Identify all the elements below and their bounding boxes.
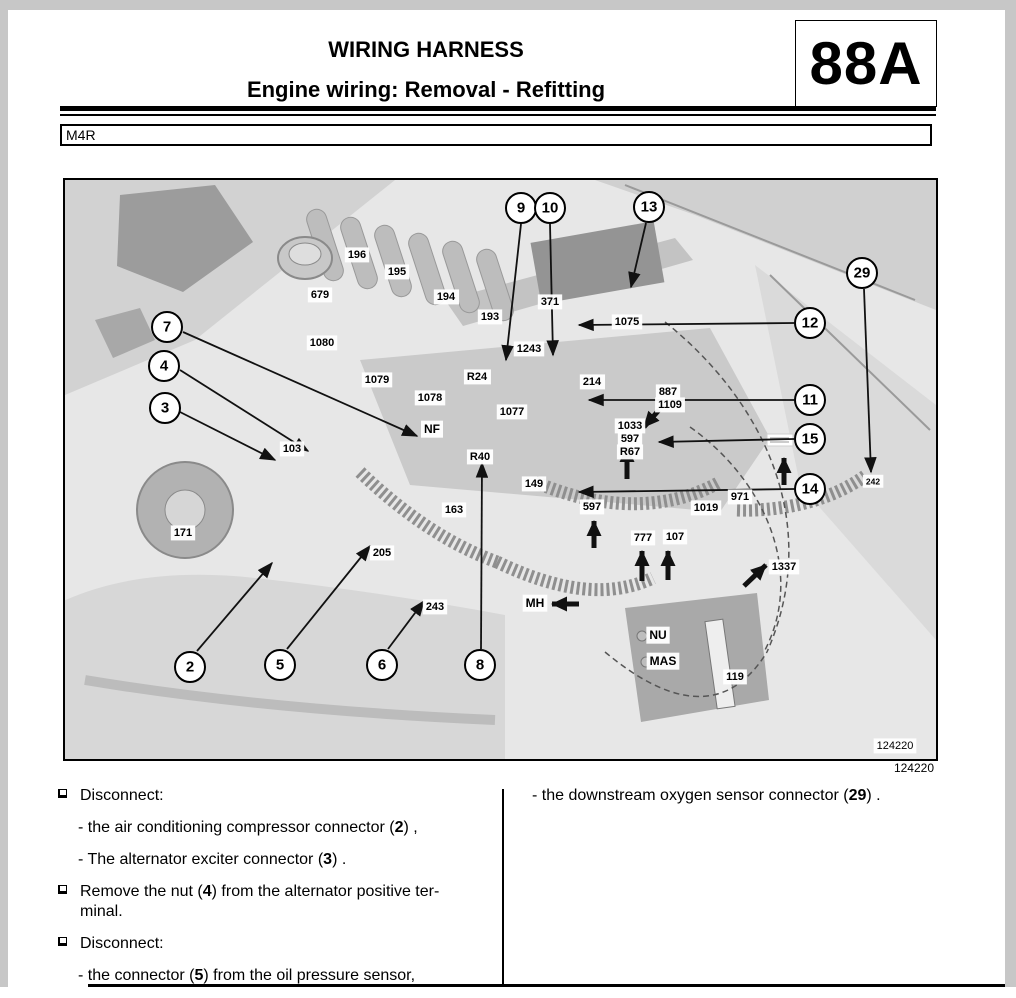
svg-text:887: 887 bbox=[658, 385, 678, 398]
part-label-193 bbox=[478, 309, 502, 324]
callout-8 bbox=[465, 650, 495, 680]
page-edge-left bbox=[0, 0, 8, 987]
svg-text:1033: 1033 bbox=[617, 419, 643, 432]
part-label-887 bbox=[656, 384, 680, 399]
callout-3 bbox=[150, 393, 180, 423]
instruction-subitem bbox=[518, 786, 962, 806]
part-label-971 bbox=[728, 489, 752, 504]
svg-text:MH: MH bbox=[525, 596, 545, 611]
callout-29 bbox=[847, 258, 877, 288]
callout-12 bbox=[795, 308, 825, 338]
part-label-194 bbox=[434, 289, 459, 304]
part-label-R67 bbox=[617, 444, 643, 459]
callout-6 bbox=[367, 650, 397, 680]
svg-text:MAS: MAS bbox=[649, 654, 677, 669]
part-label-1078 bbox=[415, 390, 445, 405]
svg-text:7: 7 bbox=[162, 318, 172, 336]
svg-text:163: 163 bbox=[444, 503, 464, 516]
svg-text:8: 8 bbox=[475, 656, 485, 674]
part-label-MH bbox=[523, 595, 548, 612]
part-label-R40 bbox=[467, 449, 493, 464]
svg-text:1019: 1019 bbox=[693, 501, 719, 514]
svg-text:3: 3 bbox=[160, 399, 170, 417]
svg-text:1080: 1080 bbox=[309, 336, 335, 349]
section-code: 88A bbox=[809, 30, 923, 97]
part-label-195 bbox=[385, 264, 409, 279]
svg-text:103: 103 bbox=[282, 442, 302, 455]
figure-number: 124220 bbox=[893, 761, 934, 775]
instructions-left-column bbox=[58, 786, 494, 998]
svg-text:214: 214 bbox=[582, 375, 602, 388]
engine-wiring-illustration bbox=[65, 180, 936, 759]
callout-2 bbox=[175, 652, 205, 682]
svg-text:597: 597 bbox=[620, 432, 640, 445]
svg-text:107: 107 bbox=[665, 530, 685, 543]
part-label-124220 bbox=[874, 738, 917, 753]
part-label-1079 bbox=[362, 372, 392, 387]
part-label-1075 bbox=[612, 314, 642, 329]
svg-text:6: 6 bbox=[377, 656, 387, 674]
part-label-371 bbox=[538, 294, 562, 309]
part-label-149 bbox=[522, 476, 546, 491]
part-label-777 bbox=[631, 530, 655, 545]
checkbox-bullet-icon bbox=[58, 937, 67, 946]
part-label-1243 bbox=[514, 341, 544, 356]
instruction-text: Remove the nut (4) from the alternator positive ter- minal. bbox=[80, 883, 440, 920]
part-label-1080 bbox=[307, 335, 337, 350]
part-label-243 bbox=[423, 599, 447, 614]
svg-text:243: 243 bbox=[425, 600, 445, 613]
part-label-679 bbox=[308, 287, 332, 302]
engine-code: M4R bbox=[66, 127, 96, 143]
svg-text:NF: NF bbox=[424, 422, 440, 437]
checkbox-bullet-icon bbox=[58, 789, 67, 798]
svg-text:193: 193 bbox=[480, 310, 500, 323]
part-label-196 bbox=[345, 247, 369, 262]
svg-text:971: 971 bbox=[730, 490, 750, 503]
svg-text:124220: 124220 bbox=[876, 739, 914, 752]
svg-text:171: 171 bbox=[173, 526, 193, 539]
instruction-item bbox=[58, 882, 494, 922]
svg-text:R40: R40 bbox=[469, 450, 491, 463]
callout-7 bbox=[152, 312, 182, 342]
svg-text:4: 4 bbox=[159, 357, 169, 375]
instruction-subitem bbox=[58, 818, 494, 838]
svg-text:11: 11 bbox=[802, 391, 818, 409]
svg-text:1109: 1109 bbox=[658, 398, 682, 411]
callout-5 bbox=[265, 650, 295, 680]
svg-text:R67: R67 bbox=[619, 445, 641, 458]
callout-11 bbox=[795, 385, 825, 415]
callout-arrow bbox=[481, 463, 482, 649]
svg-text:1077: 1077 bbox=[499, 405, 525, 418]
instruction-item bbox=[58, 934, 494, 954]
part-label-MAS bbox=[647, 653, 680, 670]
part-label-R24 bbox=[464, 369, 491, 384]
callout-15 bbox=[795, 424, 825, 454]
svg-text:NU: NU bbox=[649, 628, 667, 643]
svg-text:14: 14 bbox=[801, 480, 819, 498]
svg-text:29: 29 bbox=[853, 264, 871, 282]
title-line-2: Engine wiring: Removal - Refitting bbox=[246, 77, 606, 102]
instruction-text: Disconnect: bbox=[80, 935, 164, 952]
svg-text:149: 149 bbox=[524, 477, 544, 490]
svg-text:119: 119 bbox=[726, 670, 744, 683]
svg-text:679: 679 bbox=[310, 288, 330, 301]
instructions-right-column bbox=[518, 786, 962, 818]
part-label-1109 bbox=[655, 397, 685, 412]
callout-13 bbox=[634, 192, 664, 222]
title-line-1: WIRING HARNESS bbox=[328, 37, 524, 62]
instruction-text: - the air conditioning compressor connector (2) , bbox=[78, 819, 418, 836]
page-edge-right bbox=[1005, 0, 1016, 987]
part-label-1033 bbox=[615, 418, 645, 433]
svg-text:194: 194 bbox=[436, 290, 456, 303]
column-divider bbox=[502, 789, 504, 987]
page-title bbox=[60, 30, 792, 110]
part-label-597 bbox=[580, 499, 604, 514]
part-label-163 bbox=[442, 502, 466, 517]
svg-text:5: 5 bbox=[275, 656, 285, 674]
svg-text:1243: 1243 bbox=[516, 342, 542, 355]
instruction-text: - the downstream oxygen sensor connector (29) . bbox=[532, 787, 881, 804]
instruction-text: - the connector (5) from the oil pressure sensor, bbox=[78, 967, 416, 984]
part-label-103 bbox=[280, 441, 304, 456]
svg-text:196: 196 bbox=[347, 248, 367, 261]
svg-text:205: 205 bbox=[372, 546, 392, 559]
part-label-NF bbox=[421, 421, 443, 438]
figure-frame bbox=[63, 178, 938, 761]
svg-text:10: 10 bbox=[541, 199, 559, 217]
svg-text:195: 195 bbox=[387, 265, 407, 278]
instruction-text: - The alternator exciter connector (3) . bbox=[78, 851, 347, 868]
part-label-1019 bbox=[691, 500, 721, 515]
part-label-242 bbox=[863, 475, 883, 488]
svg-text:597: 597 bbox=[582, 500, 602, 513]
svg-text:242: 242 bbox=[865, 476, 881, 487]
part-label-1337 bbox=[769, 559, 799, 574]
instruction-item bbox=[58, 786, 494, 806]
callout-10 bbox=[535, 193, 565, 223]
part-label-597 bbox=[618, 431, 642, 446]
part-label-1077 bbox=[497, 404, 527, 419]
engine-code-box bbox=[60, 124, 932, 146]
svg-text:1078: 1078 bbox=[417, 391, 443, 404]
part-label-214 bbox=[580, 374, 605, 389]
part-label-171 bbox=[171, 525, 195, 540]
callout-4 bbox=[149, 351, 179, 381]
checkbox-bullet-icon bbox=[58, 885, 67, 894]
svg-text:2: 2 bbox=[185, 658, 195, 676]
svg-text:9: 9 bbox=[516, 199, 526, 217]
svg-text:777: 777 bbox=[633, 531, 653, 544]
svg-text:1079: 1079 bbox=[364, 373, 390, 386]
header-rule-thin bbox=[60, 114, 936, 116]
svg-text:R24: R24 bbox=[466, 370, 488, 383]
svg-text:15: 15 bbox=[801, 430, 819, 448]
page-edge-top bbox=[0, 0, 1016, 10]
svg-text:1075: 1075 bbox=[614, 315, 640, 328]
part-label-NU bbox=[646, 627, 669, 644]
header-rule-thick bbox=[60, 106, 936, 111]
instruction-subitem bbox=[58, 850, 494, 870]
part-label-119 bbox=[723, 669, 747, 684]
part-label-205 bbox=[370, 545, 394, 560]
svg-text:12: 12 bbox=[801, 314, 819, 332]
svg-text:13: 13 bbox=[640, 198, 658, 216]
instruction-subitem bbox=[58, 966, 494, 986]
svg-text:371: 371 bbox=[540, 295, 560, 308]
callout-14 bbox=[795, 474, 825, 504]
svg-text:1337: 1337 bbox=[771, 560, 797, 573]
instruction-text: Disconnect: bbox=[80, 787, 164, 804]
part-label-107 bbox=[663, 529, 687, 544]
section-code-box bbox=[795, 20, 937, 107]
callout-9 bbox=[506, 193, 536, 223]
